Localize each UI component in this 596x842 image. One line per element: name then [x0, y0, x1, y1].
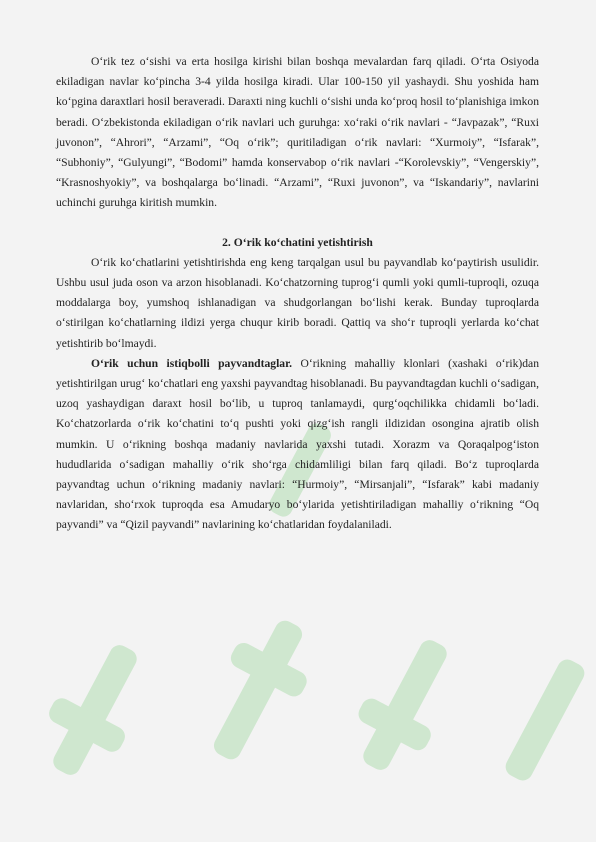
document-body	[56, 52, 539, 536]
rootstocks-lead: O‘rik uchun istiqbolli payvandtaglar.	[91, 356, 293, 370]
paragraph-rootstocks	[56, 354, 539, 536]
section-heading: 2. O‘rik ko‘chatini yetishtirish	[222, 235, 373, 249]
rootstocks-text: O‘rikning mahalliy klonlari (xashaki o‘rik)dan yetishtirilgan urug‘ ko‘chatlari eng yaxshi payvandtag hisoblanadi. Bu payvandtagdan kuchli o‘sadigan, uzoq yashaydigan daraxt hosil bo‘lib, u tuproq tanlamaydi, qurg‘oqchilikka chidamli bo‘ladi. Ko‘chatzorlarda o‘rik ko‘chatini to‘q pushti yoki qizg‘ish rangli ildizidan osongina ajratib olish mumkin. U o‘rikning boshqa madaniy navlarida yaxshi tutadi. Xorazm va Qoraqalpog‘iston hududlarida o‘sadigan mahalliy o‘rik sho‘rga chidamliligi bilan farq qiladi. Bo‘z tuproqlarda payvandtag uchun o‘rikning madaniy navlari: “Hurmoiy”, “Mirsanjali”, “Isfarak” kabi madaniy navlaridan, sho‘rxok tuproqda esa Amudaryo bo‘ylarida yetishtiriladigan mahalliy o‘rikning “Oq payvandi” va “Qizil payvandi” navlarining ko‘chatlaridan foydalaniladi.	[56, 356, 539, 532]
paragraph-intro: O‘rik tez o‘sishi va erta hosilga kirishi bilan boshqa mevalardan farq qiladi. O‘rta Osiyoda ekiladigan navlar ko‘pincha 3-4 yilda hosilga kiradi. Ular 100-150 yil yashaydi. Shu yoshida ham ko‘pgina daraxtlari hosil beraveradi. Daraxti ning kuchli o‘sishi unda ko‘proq hosil to‘planishiga imkon beradi. O‘zbekistonda ekiladigan o‘rik navlari uch guruhga: xo‘raki o‘rik navlari - “Javpazak”, “Ruxi juvonon”, “Ahrori”, “Arzami”, “Oq o‘rik”; quritiladigan o‘rik navlari: “Xurmoiy”, “Isfarak”, “Subhoniy”, “Gulyungi”, “Bodomi” hamda konservabop o‘rik navlari -“Korolevskiy”, “Vengerskiy”, “Krasnoshyokiy”, va boshqalarga bo‘linadi. “Arzami”, “Ruxi juvonon”, va “Iskandariy”, navlarini uchinchi guruhga kiritish mumkin.	[56, 55, 539, 210]
paragraph-seedlings: O‘rik ko‘chatlarini yetishtirishda eng keng tarqalgan usul bu payvandlab ko‘paytirish usulidir. Ushbu usul juda oson va arzon hisoblanadi. Ko‘chatzorning tuprog‘i qumli yoki qumli-tuproqli, ozuqa moddalarga boy, yumshoq ishlanadigan va shudgorlangan bo‘lishi kerak. Bunday tuproqlarda o‘stirilgan ko‘chatlarning ildizi yerga chuqur kirib boradi. Qattiq va sho‘r tuproqli yerlarda ko‘chat yetishtirib bo‘lmaydi.	[56, 255, 539, 350]
